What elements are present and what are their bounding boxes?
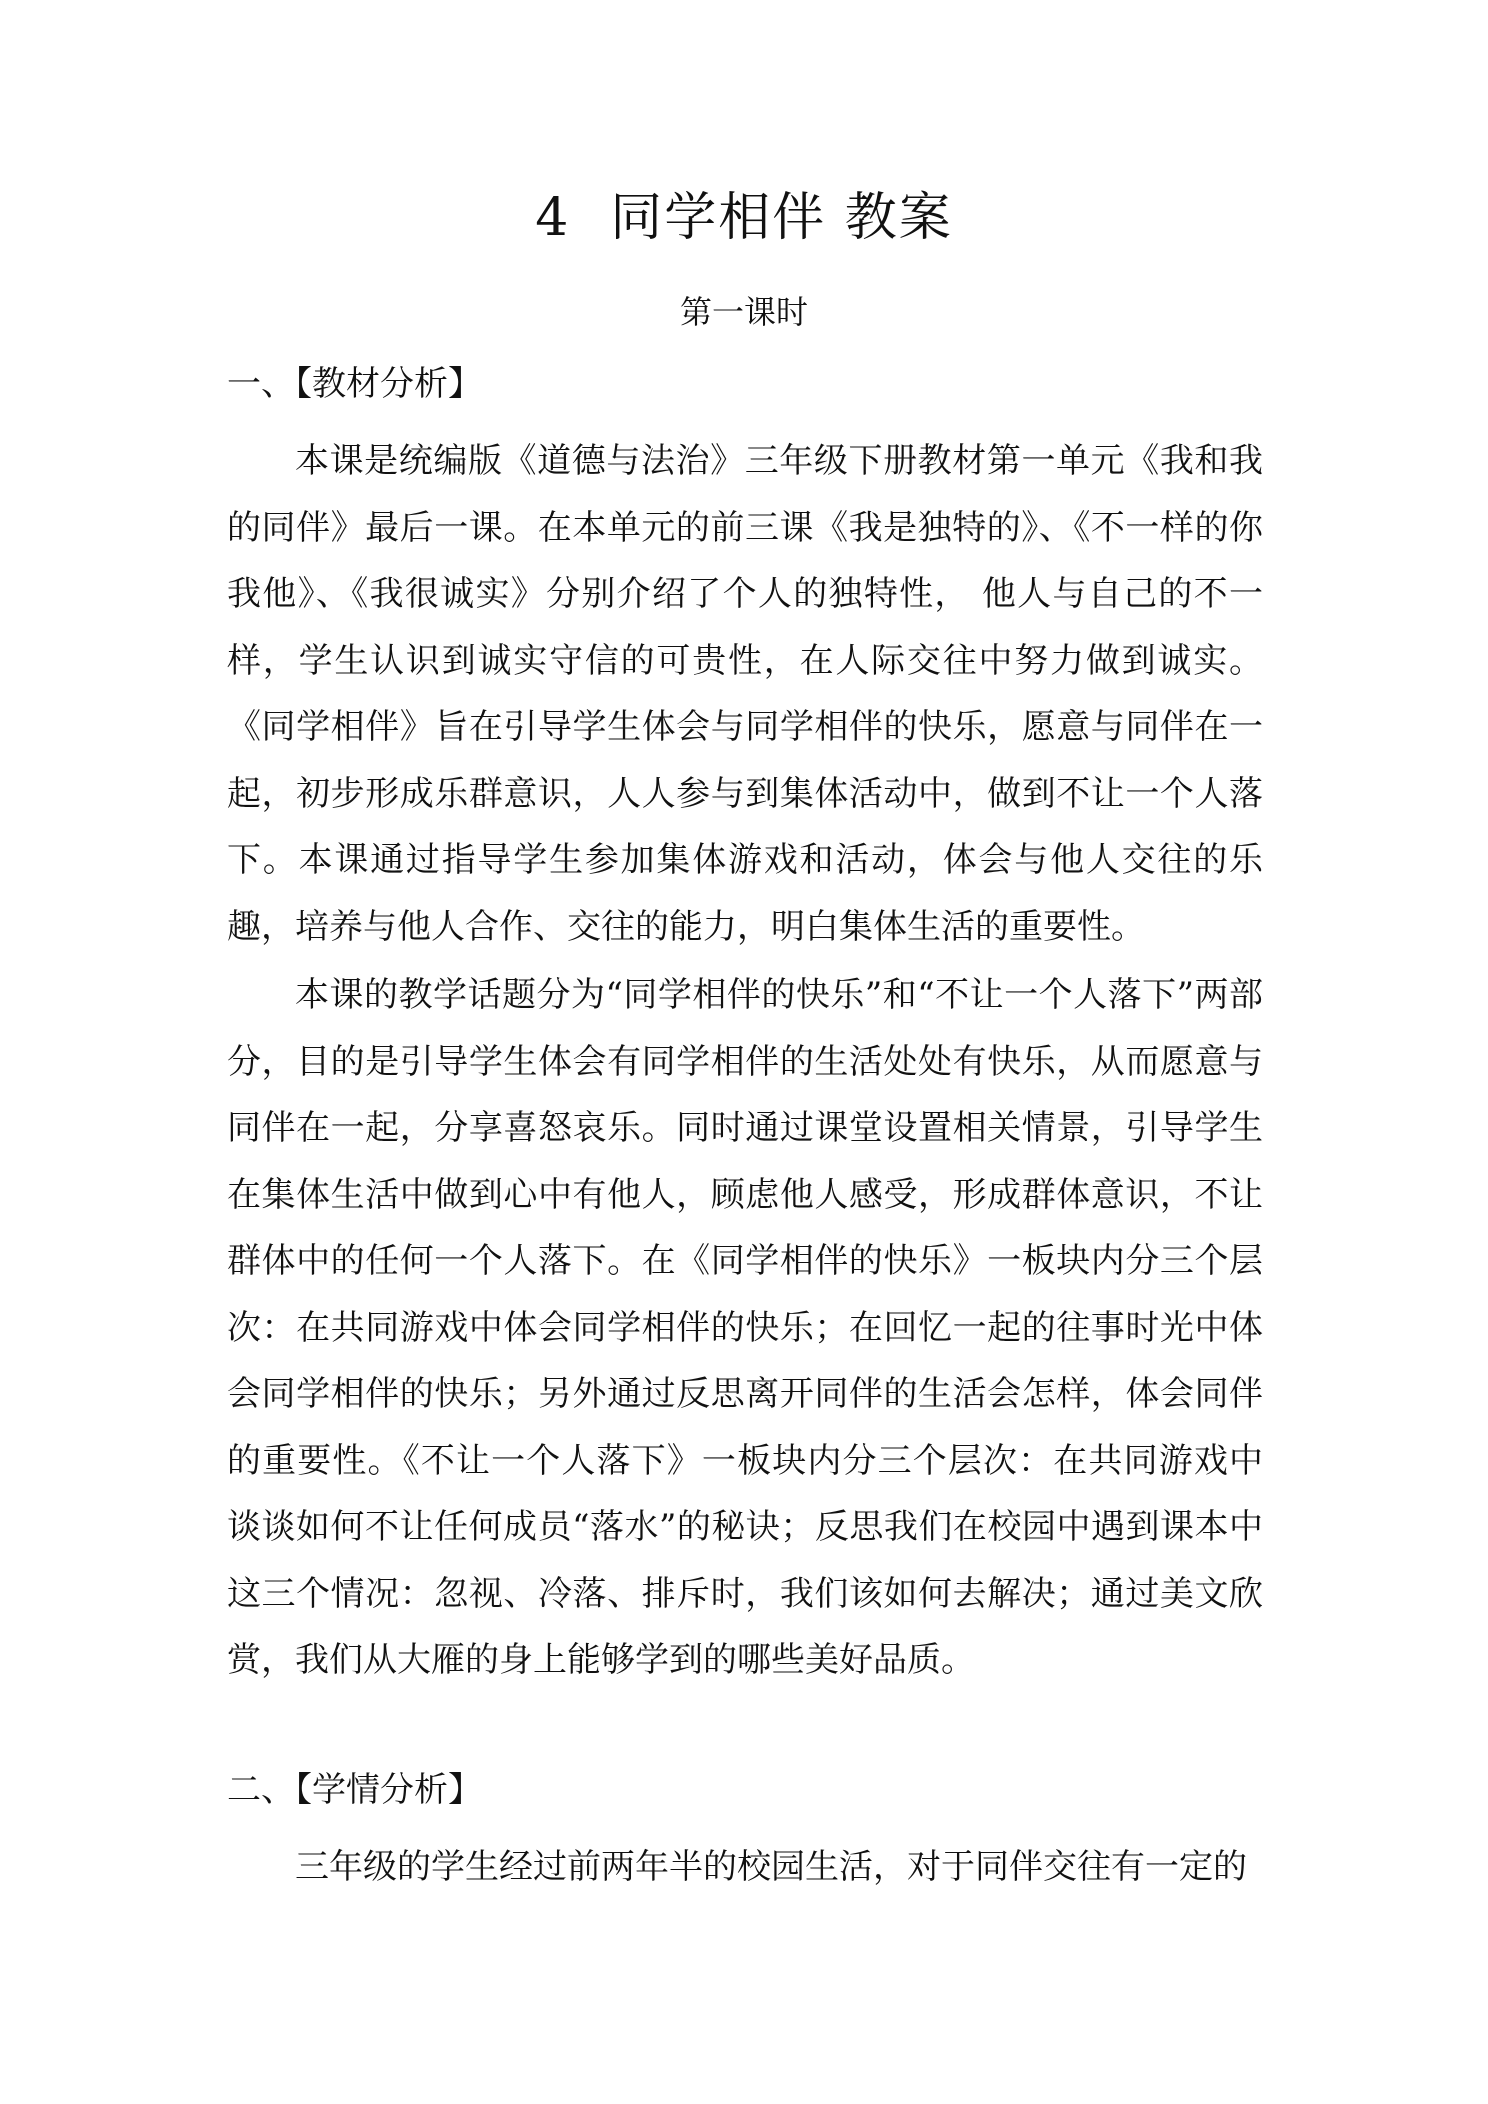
- section-body-teaching-topics: [227, 962, 1263, 1694]
- title-text: 同学相伴 教案: [610, 188, 953, 248]
- paragraph: 本课的教学话题分为“同学相伴的快乐”和“不让一个人落下”两部分，目的是引导学生体会有同学相伴的生活处处有快乐，从而愿意与同伴在一起，分享喜怒哀乐。同时通过课堂设置相关情景，引导学生在集体生活中做到心中有他人，顾虑他人感受，形成群体意识，不让群体中的任何一个人落下。在《同学相伴的快乐》一板块内分三个层次：在共同游戏中体会同学相伴的快乐；在回忆一起的往事时光中体会同学相伴的快乐；另外通过反思离开同伴的生活会怎样，体会同伴的重要性。《不让一个人落下》一板块内分三个层次：在共同游戏中谈谈如何不让任何成员“落水”的秘诀；反思我们在校园中遇到课本中这三个情况：忽视、冷落、排斥时，我们该如何去解决；通过美文欣赏，我们从大雁的身上能够学到的哪些美好品质。: [227, 975, 1263, 1680]
- paragraph: 三年级的学生经过前两年半的校园生活，对于同伴交往有一定的: [295, 1847, 1247, 1887]
- title-number: 4: [535, 188, 571, 248]
- lesson-period: 第一课时: [679, 293, 808, 331]
- section-heading-textbook-analysis: 一、【教材分析】: [227, 364, 482, 404]
- paragraph: 本课是统编版《道德与法治》三年级下册教材第一单元《我和我的同伴》最后一课。在本单元的前三课《我是独特的》、《不一样的你我他》、《我很诚实》分别介绍了个人的独特性， 他人与自己的不一样，学生认识到诚实守信的可贵性，在人际交往中努力做到诚实。《同学相伴》旨在引导学生体会与同学相伴的快乐，愿意与同伴在一起，初步形成乐群意识，人人参与到集体活动中，做到不让一个人落下。本课通过指导学生参加集体游戏和活动，体会与他人交往的乐趣，培养与他人合作、交往的能力，明白集体生活的重要性。: [227, 441, 1263, 947]
- section-body-textbook-analysis: [227, 428, 1263, 960]
- section-heading-student-analysis: 二、【学情分析】: [227, 1770, 482, 1810]
- section-body-student-analysis: [227, 1834, 1263, 1901]
- document-title: [0, 178, 1488, 258]
